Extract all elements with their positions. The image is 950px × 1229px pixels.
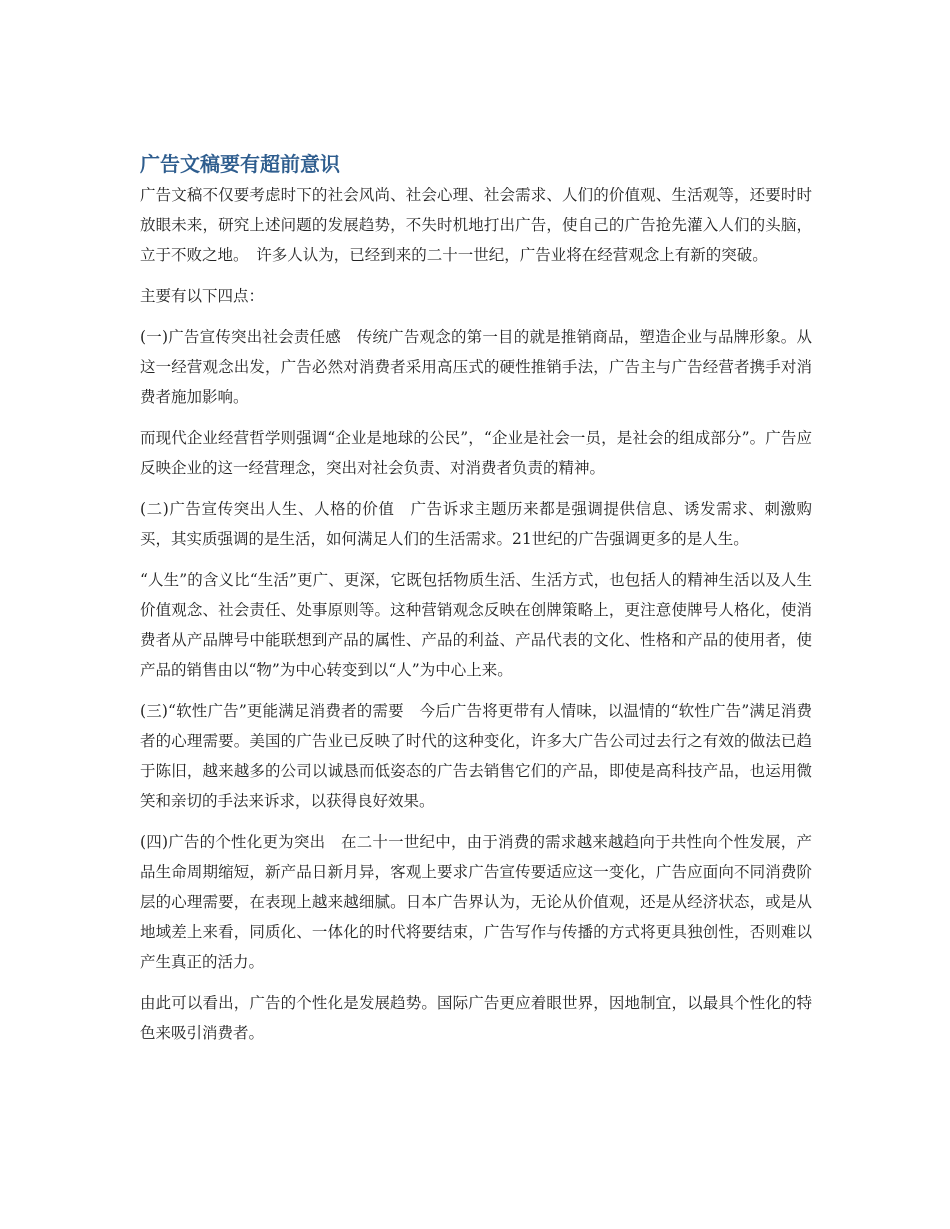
paragraph-point-three: (三)“软性广告”更能满足消费者的需要 今后广告将更带有人情味，以温情的“软性广告”满足消费者的心理需要。美国的广告业已反映了时代的这种变化，许多大广告公司过去行之有效的做法已趋于陈旧，越来越多的公司以诚恳而低姿态的广告去销售它们的产品，即使是高科技产品，也运用微笑和亲切的手法来诉求，以获得良好效果。 [140, 702, 812, 810]
document-title: 广告文稿要有超前意识 [140, 152, 340, 176]
paragraph-point-two-detail: “人生”的含义比“生活”更广、更深，它既包括物质生活、生活方式，也包括人的精神生活以及人生价值观念、社会责任、处事原则等。这种营销观念反映在创牌策略上，更注意使牌号人格化，使消费者从产品牌号中能联想到产品的属性、产品的利益、产品代表的文化、性格和产品的使用者，使产品的销售由以“物”为中心转变到以“人”为中心上来。 [140, 571, 812, 679]
paragraph-intro: 广告文稿不仅要考虑时下的社会风尚、社会心理、社会需求、人们的价值观、生活观等，还要时时放眼未来，研究上述问题的发展趋势，不失时机地打出广告，使自己的广告抢先灌入人们的头脑，立于不败之地。 许多人认为，已经到来的二十一世纪，广告业将在经营观念上有新的突破。 [140, 186, 812, 264]
paragraph-point-one-detail: 而现代企业经营哲学则强调“企业是地球的公民”，“企业是社会一员，是社会的组成部分”。广告应反映企业的这一经营理念，突出对社会负责、对消费者负责的精神。 [140, 429, 812, 477]
paragraph-conclusion: 由此可以看出，广告的个性化是发展趋势。国际广告更应着眼世界，因地制宜，以最具个性化的特色来吸引消费者。 [140, 994, 812, 1042]
paragraph-point-two: (二)广告宣传突出人生、人格的价值 广告诉求主题历来都是强调提供信息、诱发需求、刺激购买，其实质强调的是生活，如何满足人们的生活需求。21世纪的广告强调更多的是人生。 [140, 500, 812, 548]
document-page [140, 148, 812, 1059]
paragraph-point-one: (一)广告宣传突出社会责任感 传统广告观念的第一目的就是推销商品，塑造企业与品牌形象。从这一经营观念出发，广告必然对消费者采用高压式的硬性推销手法，广告主与广告经营者携手对消费者施加影响。 [140, 328, 812, 406]
paragraph-four-points: 主要有以下四点： [140, 287, 265, 305]
paragraph-point-four: (四)广告的个性化更为突出 在二十一世纪中，由于消费的需求越来越趋向于共性向个性发展，产品生命周期缩短，新产品日新月异，客观上要求广告宣传要适应这一变化，广告应面向不同消费阶层的心理需要，在表现上越来越细腻。日本广告界认为，无论从价值观，还是从经济状态，或是从地域差上来看，同质化、一体化的时代将要结束，广告写作与传播的方式将更具独创性，否则难以产生真正的活力。 [140, 833, 812, 971]
